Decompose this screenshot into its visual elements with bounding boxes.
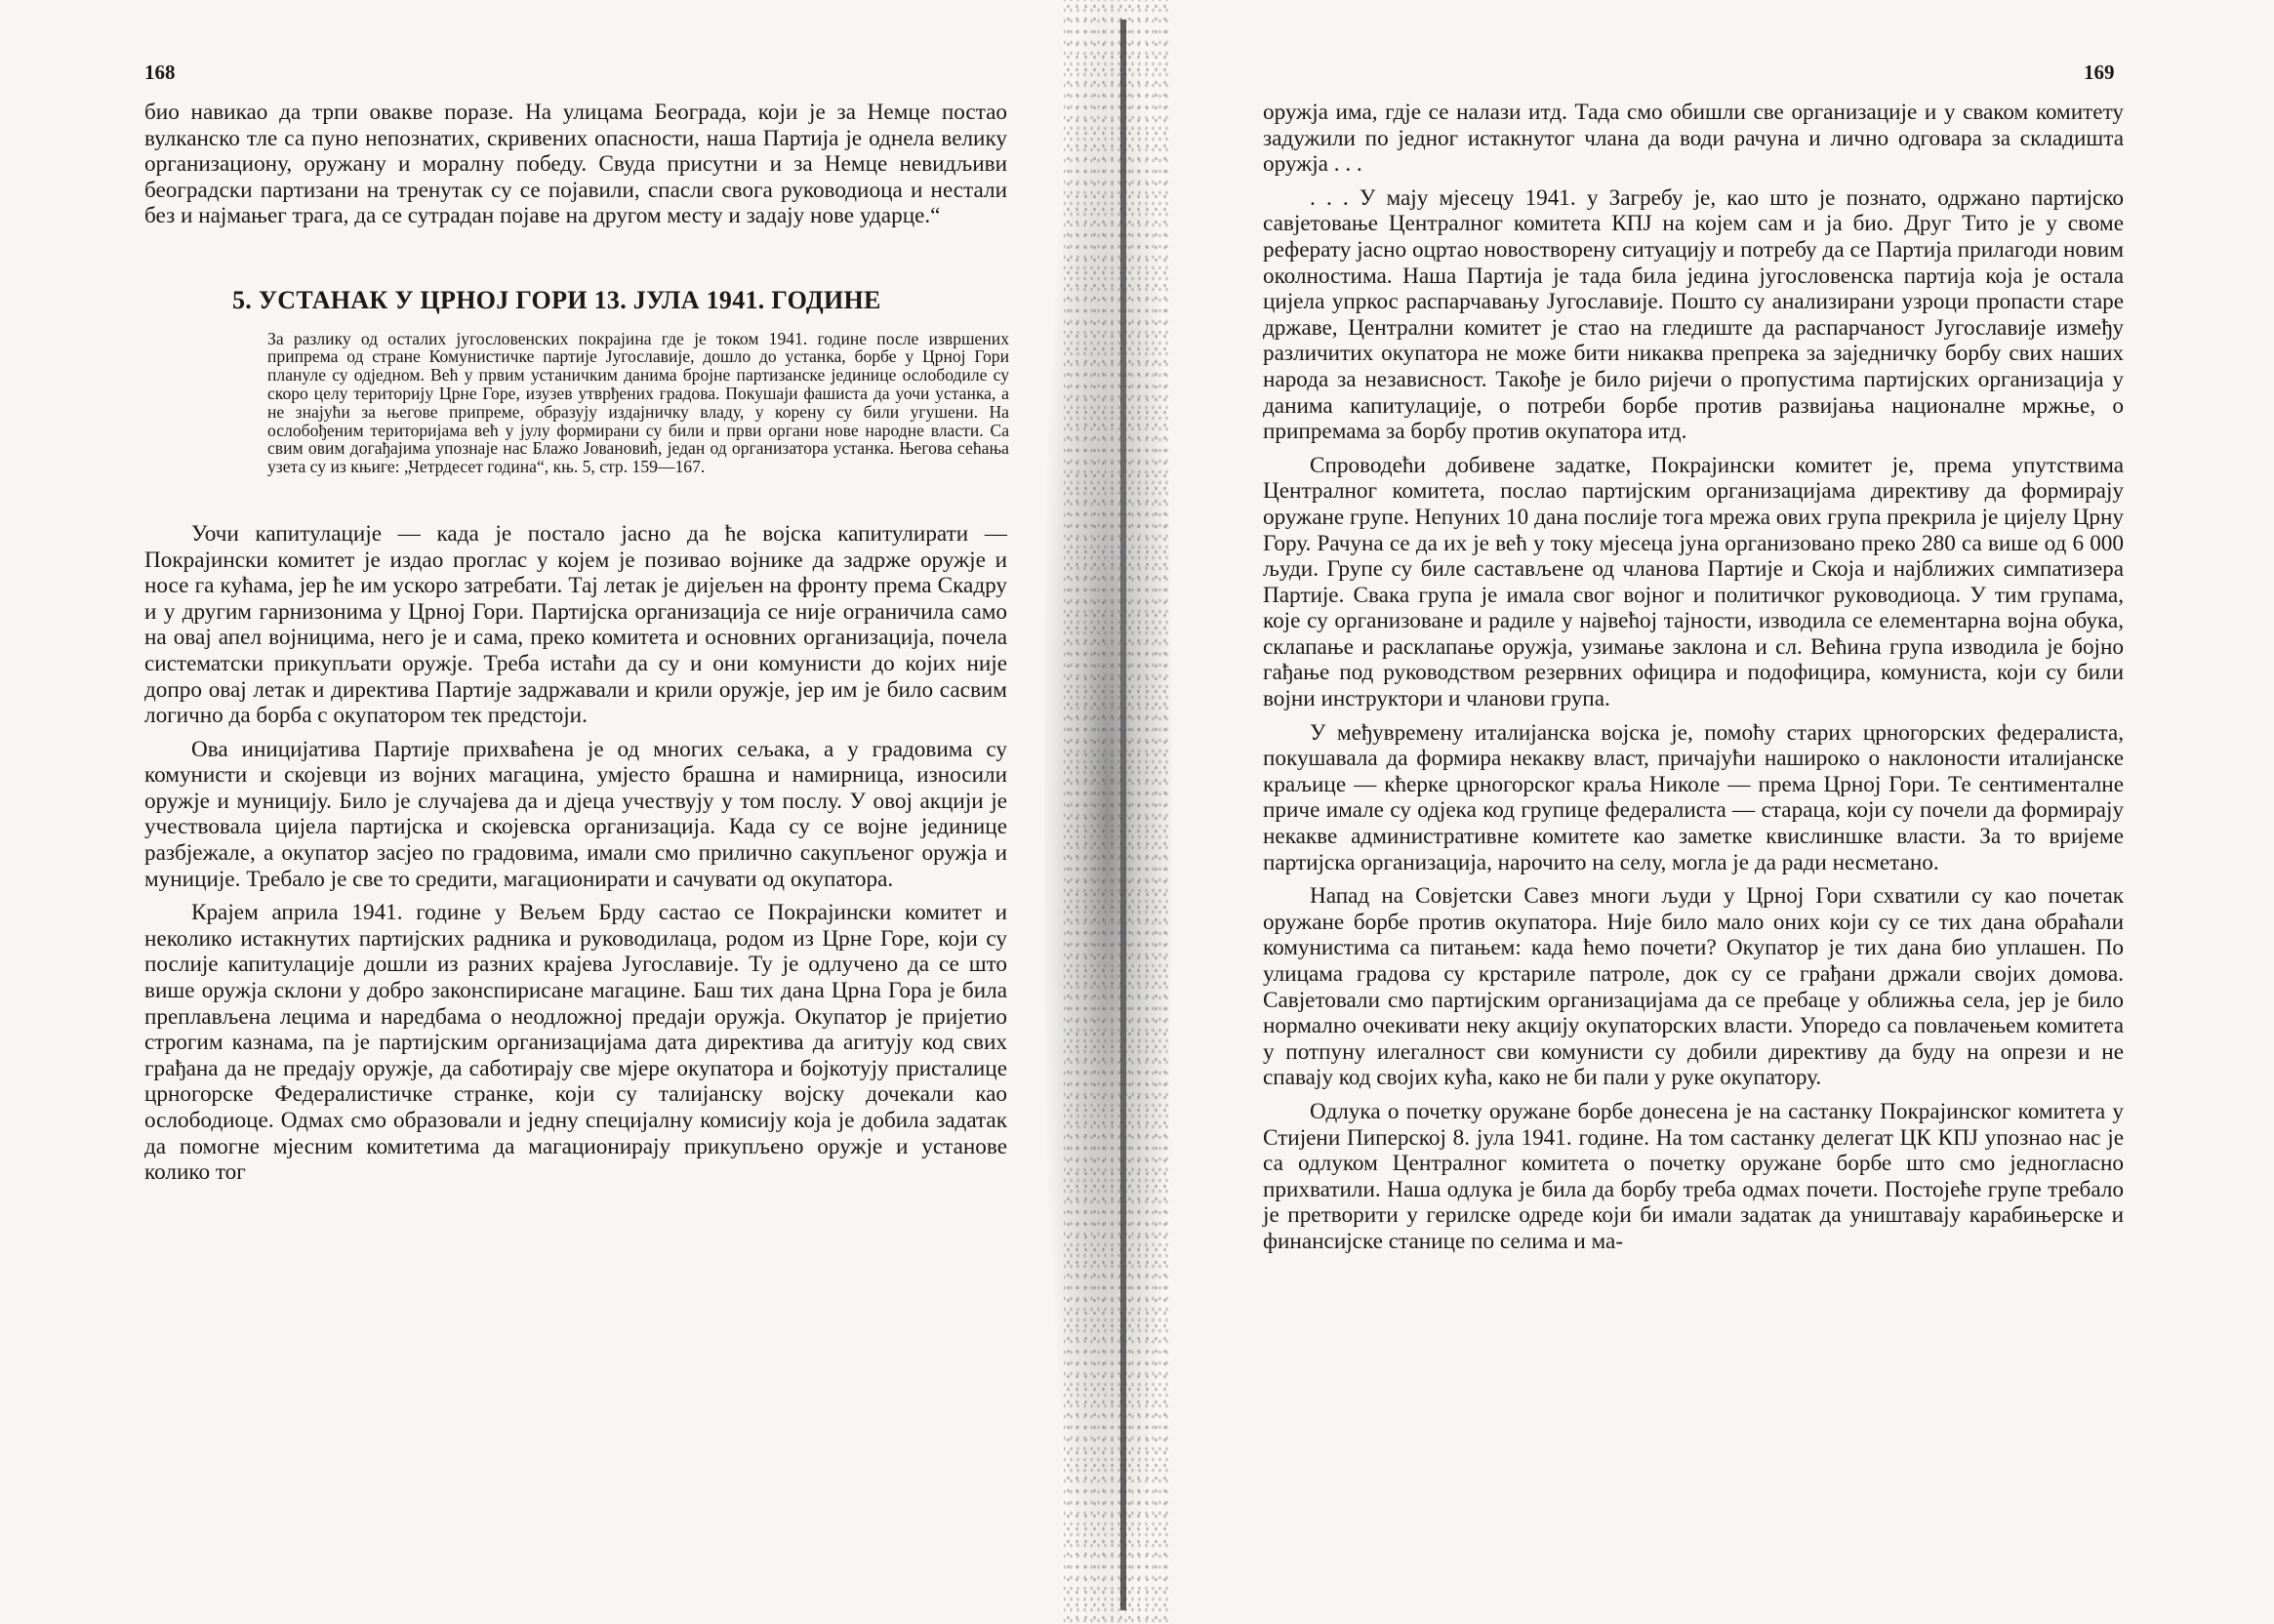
paragraph: У међувремену италијанска војска је, помоћу старих црногорских федералиста, покушавала да формира некакву власт, причајући нашироко о наклоности италијанске краљице — кћерке црногорског краља Николе — према Црној Гори. Те сентименталне приче имале су одјека код групице федералиста — стараца, који су почели да формирају некакве административне комитете као заметке квислиншке власти. За то вријеме партијска организација, нарочито на селу, могла је да ради несметано. [1263, 719, 2124, 875]
right-page-text [1263, 100, 2124, 1263]
paragraph: Напад на Совјетски Савез многи људи у Црној Гори схватили су као почетак оружане борбе против окупатора. Није било мало оних који су се тих дана обраћали комунистима са питањем: када ћемо почети? Окупатор је тих дана био уплашен. По улицама градова су крстариле патроле, док су се грађани држали својих домова. Савјетовали смо партијским организацијама да се пребаце у оближња села, јер је било нормално очекивати неку акцију окупаторских власти. Упоредо са повлачењем комитета у потпуну илегалност сви комунисти су добили директиву да буду на опрези и не спавају код својих кућа, како не би пали у руке окупатору. [1263, 883, 2124, 1091]
paragraph: Одлука о почетку оружане борбе донесена је на састанку Покрајинског комитета у Стијени Пиперској 8. јула 1941. године. На том састанку делегат ЦК КПЈ упознао нас је са одлуком Централног комитета о почетку оружане борбе што смо једногласно прихватили. Наша одлука је била да борбу треба одмах почети. Постојеће групе требало је претворити у герилске одреде који би имали задатак да уништавају карабињерске и финансијске станице по селима и ма- [1263, 1098, 2124, 1254]
book-spine [1120, 20, 1126, 1610]
chapter-title: 5. УСТАНАК У ЦРНОЈ ГОРИ 13. ЈУЛА 1941. ГОДИНЕ [232, 285, 881, 314]
chapter-intro: За разлику од осталих југословенских покрајина где је током 1941. године после извршених припрема од стране Комунистичке партије Југославије, дошло до устанка, борбе у Црној Гори планулe су одједном. Већ у првим устаничким данима бројне партизанске јединице ослободиле су скоро целу територију Црне Горе, изузев утврђених градова. Покушаји фашиста да уочи устанка, а не знајући за његове припреме, образују издајничку владу, у корену су били угушени. На ослобођеним територијама већ у јулу формирани су били и први органи нове народне власти. Са свим овим догађајима упознаје нас Блажо Јовановић, један од организатора устанка. Његова сећања узета су из књиге: „Четрдесет година“, књ. 5, стр. 159—167. [267, 328, 1009, 477]
paragraph: Крајем априла 1941. године у Вељем Брду састао се Покрајински комитет и неколико истакнутих партијских радника и руководилаца, родом из Црне Горе, који су послије капитулације дошли из разних крајева Југославије. Ту је одлучено да се што више оружја склони у добро законспирисане магацине. Баш тих дана Црна Гора је била преплављена лецима и наредбама о неодложној предаји оружја. Окупатор је пријетио строгим казнама, па је партијским организацијама дата директива да агитују код свих грађана да не предају оружје, да саботирају све мјере окупатора и бојкотују присталице црногорске Федералистичке странке, који су талијанску војску дочекали као ослободиоце. Одмах смо образовали и једну специјалну комисију која је добила задатак да помогне мјесним комитетима да магационирају прикупљено оружје и установе колико тог [144, 900, 1007, 1186]
paragraph: Ова иницијатива Партије прихваћена је од многих сељака, а у градовима су комунисти и скојевци из војних магацина, умјесто брашна и намирница, износили оружје и муницију. Било је случајева да и дјеца учествују у том послу. У овој акцији је учествовала цијела партијска и скојевска организација. Када су се војне јединице разбјежале, а окупатор засјео по градовима, имали смо прилично сакупљеног оружја и муниције. Требало је све то средити, магационирати и сачувати од окупатора. [144, 736, 1007, 892]
paragraph: Уочи капитулације — када је постало јасно да ће војска капитулирати — Покрајински комитет је издао проглас у којем је позивао војнике да задрже оружје и носе га кућама, јер ће им ускоро затребати. Тај летак је дијељен на фронту према Скадру и у другим гарнизонима у Црној Гори. Партијска организација се није ограничила само на овај апел војницима, него је и сама, преко комитета и основних организација, почела систематски прикупљати оружје. Треба истаћи да су и они комунисти до којих није допро овај летак и директива Партије задржавали и крили оружје, јер им је било сасвим логично да борба с окупатором тек предстоји. [144, 520, 1007, 729]
page-number: 169 [2084, 61, 2115, 84]
right-page [1161, 0, 2274, 1624]
paragraph: оружја има, гдје се налази итд. Тада смо обишли све организације и у сваком комитету задужили по једног истакнутог члана да води рачуна и лично одговара за складишта оружја . . . [1263, 100, 2124, 178]
opening-paragraph: био навикао да трпи овакве порaзе. На улицама Београда, који је за Немце постао вулканско тле са пуно непознатих, скривених опасности, наша Партија је однела велику организациону, оружану и моралну победу. Свуда присутни и за Немце невидљиви београдски партизани на тренутак су се појавили, спасли свога руководиоца и нестали без и најмањег трага, да се сутрадан појаве на другом месту и задају нове ударце.“ [144, 100, 1007, 229]
left-page [0, 0, 1083, 1624]
paragraph: Спроводећи добивене задатке, Покрајински комитет је, према упутствима Централног комитета, послао партијским организацијама директиву да формирају оружане групе. Непуних 10 дана послије тога мрежа ових група прекрила је цијелу Црну Гору. Рачуна се да их је већ у току мјесеца јуна организовано преко 280 са више од 6 000 људи. Групе су биле састављене од чланова Партије и Скоја и најближих симпатизера Партије. Свака група је имала свог војног и политичког руководиоца. У тим групама, које су организоване и радиле у највећој тајности, изводила се елементарна војна обука, склапање и расклапање оружја, узимање заклона и сл. Већина група изводила је бојно гађање под руководством резервних официра и подофицира, комуниста, који су били војни инструктори и чланови група. [1263, 452, 2124, 712]
page-number: 168 [144, 61, 176, 84]
left-page-text [144, 100, 1007, 1194]
paragraph: . . . У мају мјесецу 1941. у Загребу је, као што је познато, одржано партијско савјетовање Централног комитета КПЈ на којем сам и ја био. Друг Тито је у своме реферату јасно оцртао новостворену ситуацију и потребу да се Партија прилагоди новим околностима. Наша Партија је тада била једина југословенска партија која је остала цијела упркос распарчавању Југославије. Пошто су анализирани узроци пропасти старе државе, Централни комитет је стао на гледиште да распарчаност Југославије између различитих окупатора не може бити никаква препрека за заједничку борбу свих наших народа за независност. Такође је било ријечи о пропустима партијских организација у данима капитулације, о потреби борбе против развијања националне мржње, о припремама за борбу против окупатора итд. [1263, 184, 2124, 445]
